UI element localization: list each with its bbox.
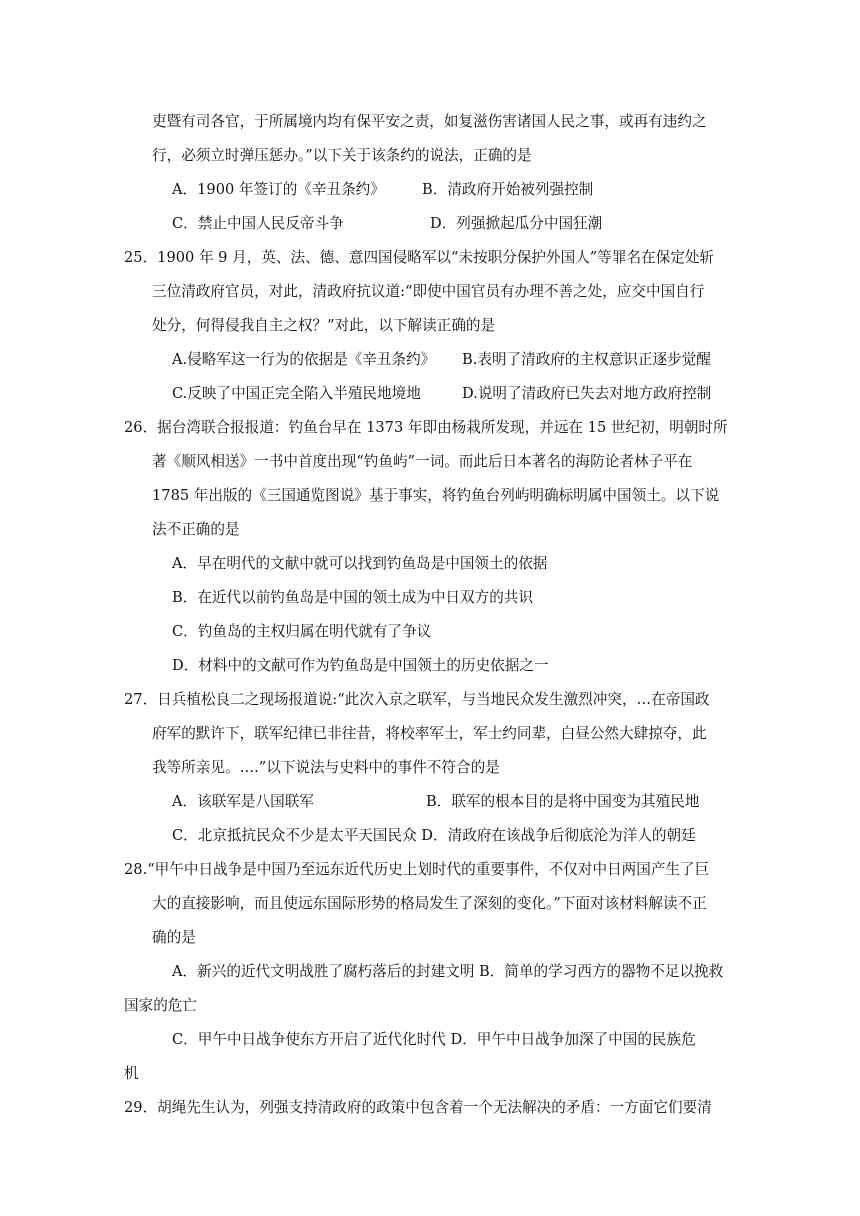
q26-line-2: 著《顺风相送》一书中首度出现“钓鱼屿”一词。而此后日本著名的海防论者林子平在 xyxy=(152,453,693,470)
q26-line-3: 1785 年出版的《三国通览图说》基于事实，将钓鱼台列屿明确标明属中国领土。以下说 xyxy=(152,487,720,504)
q24-option-d: D．列强掀起瓜分中国狂潮 xyxy=(430,215,603,232)
q25-line-2: 三位清政府官员，对此，清政府抗议道:“即使中国官员有办理不善之处，应交中国自行 xyxy=(152,283,705,300)
q28-line-1: 28.“甲午中日战争是中国乃至远东近代历史上划时代的重要事件，不仅对中日两国产生了巨 xyxy=(124,861,710,878)
q25-option-b: B.表明了清政府的主权意识正逐步觉醒 xyxy=(462,351,711,368)
q28-option-ab-wrap: 国家的危亡 xyxy=(124,997,197,1014)
q24-line-2: 行，必须立时弹压惩办。”以下关于该条约的说法，正确的是 xyxy=(152,147,532,164)
q26-option-c: C．钓鱼岛的主权归属在明代就有了争议 xyxy=(172,623,432,640)
q28-option-ab: A．新兴的近代文明战胜了腐朽落后的封建文明 B．简单的学习西方的器物不足以挽救 xyxy=(172,963,724,980)
q25-option-d: D.说明了清政府已失去对地方政府控制 xyxy=(462,385,712,402)
q27-line-3: 我等所亲见。….”以下说法与史料中的事件不符合的是 xyxy=(152,759,500,776)
q24-option-c: C．禁止中国人民反帝斗争 xyxy=(172,215,344,232)
q28-option-cd-wrap: 机 xyxy=(124,1065,139,1082)
q27-line-1: 27．日兵植松良二之现场报道说:“此次入京之联军，与当地民众发生激烈冲突，…在帝国政 xyxy=(124,691,710,708)
q25-line-1: 25．1900 年 9 月，英、法、德、意四国侵略军以“未按职分保护外国人”等罪名在保定处斩 xyxy=(124,249,715,266)
q27-option-a: A．该联军是八国联军 xyxy=(172,793,314,810)
q26-line-4: 法不正确的是 xyxy=(152,521,240,538)
q28-line-2: 大的直接影响，而且使远东国际形势的格局发生了深刻的变化。”下面对该材料解读不正 xyxy=(152,895,707,912)
q26-option-b: B．在近代以前钓鱼岛是中国的领土成为中日双方的共识 xyxy=(172,589,533,606)
q24-line-1: 吏暨有司各官，于所属境内均有保平安之责，如复滋伤害诸国人民之事，或再有违约之 xyxy=(152,113,707,130)
q27-option-b: B．联军的根本目的是将中国变为其殖民地 xyxy=(426,793,700,810)
q26-option-a: A．早在明代的文献中就可以找到钓鱼岛是中国领土的依据 xyxy=(172,555,548,572)
q26-option-d: D．材料中的文献可作为钓鱼岛是中国领土的历史依据之一 xyxy=(172,657,549,674)
q25-option-a: A.侵略军这一行为的依据是《辛丑条约》 xyxy=(172,351,436,368)
q27-line-2: 府军的默许下，联军纪律已非往昔，将校率军士，军士约同辈，白昼公然大肆掠夺，此 xyxy=(152,725,707,742)
q29-line-1: 29．胡绳先生认为，列强支持清政府的政策中包含着一个无法解决的矛盾：一方面它们要清 xyxy=(124,1099,712,1116)
q28-line-3: 确的是 xyxy=(152,929,196,946)
q24-option-a: A．1900 年签订的《辛丑条约》 xyxy=(172,181,385,198)
q25-line-3: 处分，何得侵我自主之权？”对此，以下解读正确的是 xyxy=(152,317,496,334)
q24-option-b: B．清政府开始被列强控制 xyxy=(422,181,594,198)
q28-option-cd: C．甲午中日战争使东方开启了近代化时代 D．甲午中日战争加深了中国的民族危 xyxy=(172,1031,696,1048)
q27-option-cd: C．北京抵抗民众不少是太平天国民众 D．清政府在该战争后彻底沦为洋人的朝廷 xyxy=(172,827,696,844)
q26-line-1: 26．据台湾联合报报道：钓鱼台早在 1373 年即由杨栽所发现，并远在 15 世纪初，明朝时所 xyxy=(124,419,728,436)
q25-option-c: C.反映了中国正完全陷入半殖民地境地 xyxy=(172,385,421,402)
